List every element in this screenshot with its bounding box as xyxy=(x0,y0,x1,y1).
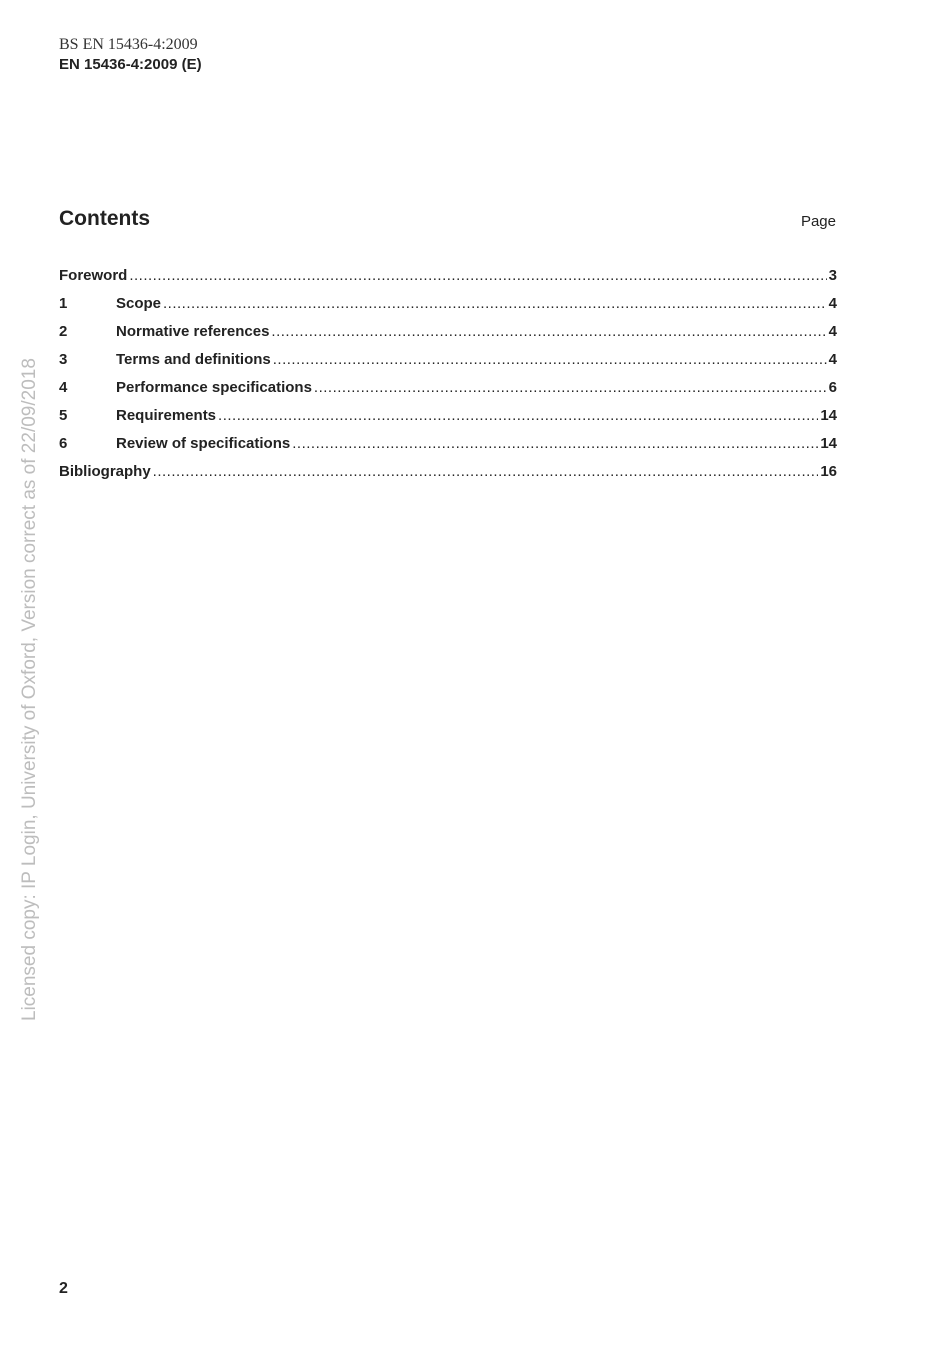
toc-entry-title: Performance specifications xyxy=(116,379,312,396)
license-watermark: Licensed copy: IP Login, University of Oxford, Version correct as of 22/09/2018 xyxy=(19,358,40,1021)
toc-dot-leader xyxy=(153,462,819,482)
toc-dot-leader xyxy=(273,350,827,370)
toc-entry-page: 4 xyxy=(828,295,837,312)
toc-entry-title: Review of specifications xyxy=(116,435,291,452)
header-standard-ref-lang: EN 15436-4:2009 (E) xyxy=(59,56,202,73)
toc-entry-requirements[interactable] xyxy=(59,406,837,434)
contents-title: Contents xyxy=(59,207,150,230)
table-of-contents xyxy=(59,266,837,490)
toc-entry-number: 3 xyxy=(59,351,68,368)
toc-dot-leader xyxy=(163,294,827,314)
toc-entry-number: 5 xyxy=(59,407,68,424)
toc-entry-page: 6 xyxy=(828,379,837,396)
toc-entry-page: 14 xyxy=(820,407,837,424)
toc-entry-page: 4 xyxy=(828,351,837,368)
header-standard-ref: BS EN 15436-4:2009 xyxy=(59,36,198,53)
toc-entry-foreword[interactable] xyxy=(59,266,837,294)
toc-dot-leader xyxy=(292,434,818,454)
toc-entry-bibliography[interactable] xyxy=(59,462,837,490)
page-number: 2 xyxy=(59,1280,68,1297)
toc-entry-normative-references[interactable] xyxy=(59,322,837,350)
toc-entry-number: 6 xyxy=(59,435,68,452)
toc-entry-page: 14 xyxy=(820,435,837,452)
page-column-label: Page xyxy=(800,213,836,230)
toc-entry-terms-and-definitions[interactable] xyxy=(59,350,837,378)
toc-entry-page: 3 xyxy=(828,267,837,284)
toc-entry-review-of-specifications[interactable] xyxy=(59,434,837,462)
toc-entry-number: 2 xyxy=(59,323,68,340)
toc-dot-leader xyxy=(271,322,826,342)
toc-entry-title: Foreword xyxy=(59,267,128,284)
toc-entry-title: Bibliography xyxy=(59,463,151,480)
toc-entry-number: 4 xyxy=(59,379,68,396)
toc-entry-number: 1 xyxy=(59,295,68,312)
toc-entry-title: Normative references xyxy=(116,323,270,340)
toc-entry-page: 4 xyxy=(828,323,837,340)
toc-dot-leader xyxy=(218,406,818,426)
toc-dot-leader xyxy=(314,378,827,398)
toc-dot-leader xyxy=(129,266,826,286)
toc-entry-title: Scope xyxy=(116,295,162,312)
toc-entry-performance-specifications[interactable] xyxy=(59,378,837,406)
toc-entry-title: Terms and definitions xyxy=(116,351,271,368)
toc-entry-title: Requirements xyxy=(116,407,217,424)
toc-entry-scope[interactable] xyxy=(59,294,837,322)
toc-entry-page: 16 xyxy=(820,463,837,480)
